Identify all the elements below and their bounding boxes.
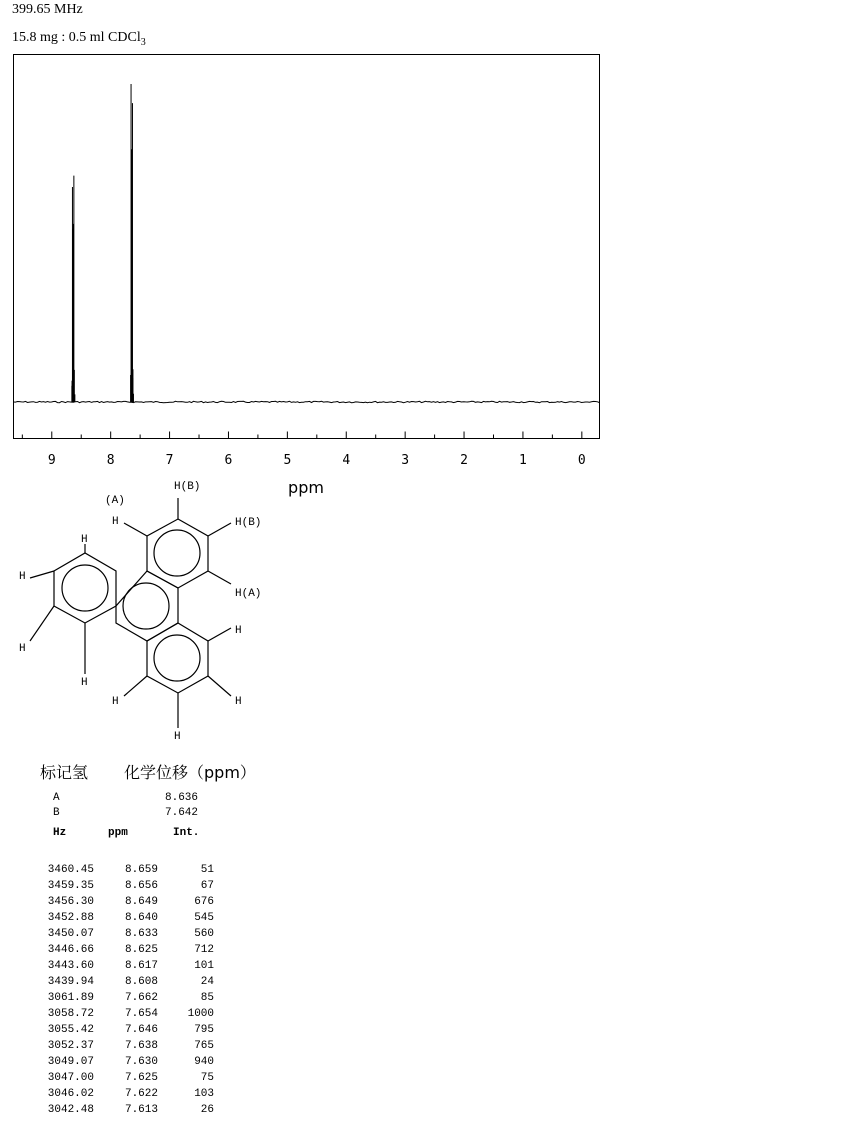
label-h: H: [235, 696, 242, 708]
peak-hz: 3058.72: [47, 1008, 94, 1020]
peak-ppm: 7.654: [124, 1008, 158, 1020]
peak-table-row: [38, 878, 228, 894]
peak-ppm: 8.640: [124, 912, 158, 924]
peak-table-row: [38, 910, 228, 926]
sample-text: 15.8 mg : 0.5 ml CDCl: [12, 30, 141, 45]
peak-hz: 3055.42: [47, 1024, 94, 1036]
peak-table-row: [38, 942, 228, 958]
peak-int: 51: [200, 864, 214, 876]
x-tick-label: 9: [47, 453, 56, 468]
sample-description: [12, 30, 146, 48]
x-tick-label: 3: [401, 453, 410, 468]
x-tick-label: 0: [577, 453, 586, 468]
peak-hz: 3446.66: [47, 944, 94, 956]
label-b-top: H(B): [174, 481, 201, 493]
x-tick-label: 7: [165, 453, 174, 468]
peak-int: 101: [194, 960, 214, 972]
x-tick-label: 2: [460, 453, 468, 468]
peak-ppm: 8.659: [124, 864, 158, 876]
peak-int: 676: [194, 896, 214, 908]
peak-hz: 3450.07: [47, 928, 94, 940]
peak-ppm: 7.630: [124, 1056, 158, 1068]
label-h: H: [81, 677, 88, 689]
peak-table: [38, 862, 228, 1118]
peak-hz: 3052.37: [47, 1040, 94, 1052]
peak-int: 24: [200, 976, 214, 988]
peak-ppm: 7.613: [124, 1104, 158, 1116]
spectrum-peaks: [72, 84, 134, 402]
label-b-right: H(B): [235, 517, 262, 529]
assignment-label: B: [53, 807, 60, 818]
x-tick-label: 4: [342, 453, 351, 468]
peak-hz: 3452.88: [47, 912, 94, 924]
peak-hz: 3042.48: [47, 1104, 94, 1116]
peak-hz: 3459.35: [47, 880, 94, 892]
peak-int: 795: [194, 1024, 214, 1036]
peak-int: 560: [194, 928, 214, 940]
x-tick-label: 5: [283, 453, 292, 468]
peak-hz: 3061.89: [47, 992, 94, 1004]
x-tick-label: 6: [224, 453, 233, 468]
x-tick-label: 1: [519, 453, 527, 468]
peak-ppm: 7.662: [124, 992, 158, 1004]
assignment-col-shift: 化学位移（ppm）: [124, 763, 256, 782]
assignment-row: [53, 792, 199, 805]
assignment-header: [40, 760, 256, 783]
label-h: H: [19, 571, 26, 583]
peak-table-row: [38, 1006, 228, 1022]
x-axis-label: ppm: [288, 478, 324, 497]
peak-int: 545: [194, 912, 214, 924]
label-h: H: [235, 625, 242, 637]
peak-hz: 3456.30: [47, 896, 94, 908]
phenanthrene-structure: [0, 478, 290, 748]
peak-col-hz: Hz: [53, 827, 67, 839]
peak-table-row: [38, 1054, 228, 1070]
label-a-right: H(A): [235, 588, 262, 600]
assignment-label: A: [53, 792, 60, 804]
peak-table-row: [38, 926, 228, 942]
peak-table-row: [38, 974, 228, 990]
plot-frame: [14, 55, 600, 439]
peak-ppm: 7.638: [124, 1040, 158, 1052]
peak-ppm: 8.608: [124, 976, 158, 988]
spectrum-baseline: [14, 401, 600, 402]
peak-int: 85: [200, 992, 214, 1004]
assignment-row: [53, 807, 199, 818]
assignment-list: [0, 792, 300, 818]
peak-ppm: 7.622: [124, 1088, 158, 1100]
peak-table-row: [38, 1086, 228, 1102]
peak-int: 1000: [187, 1008, 214, 1020]
peak-table-row: [38, 894, 228, 910]
peak-hz: 3460.45: [47, 864, 94, 876]
peak-ppm: 8.649: [124, 896, 158, 908]
peak-int: 26: [200, 1104, 214, 1116]
peak-table-row: [38, 1038, 228, 1054]
x-axis-tick-labels: [48, 453, 586, 468]
peak-table-row: [38, 1070, 228, 1086]
peak-int: 75: [200, 1072, 214, 1084]
peak-ppm: 7.646: [124, 1024, 158, 1036]
peak-hz: 3046.02: [47, 1088, 94, 1100]
peak-hz: 3439.94: [47, 976, 94, 988]
peak-ppm: 7.625: [124, 1072, 158, 1084]
molecule-bonds: [30, 498, 231, 728]
peak-ppm: 8.617: [124, 960, 158, 972]
peak-table-row: [38, 1102, 228, 1118]
peak-int: 940: [194, 1056, 214, 1068]
peak-table-row: [38, 990, 228, 1006]
nmr-spectrum-chart: [0, 50, 610, 500]
peak-table-row: [38, 1022, 228, 1038]
peak-table-row: [38, 958, 228, 974]
peak-table-row: [38, 862, 228, 878]
label-h: H: [81, 534, 88, 546]
label-a-top: (A): [105, 495, 125, 507]
peak-int: 67: [200, 880, 214, 892]
peak-ppm: 8.633: [124, 928, 158, 940]
assignment-col-label: 标记氢: [40, 763, 89, 782]
label-h: H: [19, 643, 26, 655]
peak-ppm: 8.656: [124, 880, 158, 892]
label-h: H: [174, 731, 181, 743]
peak-col-ppm: ppm: [108, 827, 128, 839]
label-h: H: [112, 516, 119, 528]
x-axis-ticks: [22, 432, 581, 439]
assignment-value: 8.636: [165, 792, 199, 804]
peak-hz: 3047.00: [47, 1072, 94, 1084]
assignment-value: 7.642: [165, 807, 199, 818]
spectrometer-frequency: 399.65 MHz: [12, 2, 83, 17]
peak-hz: 3443.60: [47, 960, 94, 972]
label-h: H: [112, 696, 119, 708]
peak-ppm: 8.625: [124, 944, 158, 956]
peak-hz: 3049.07: [47, 1056, 94, 1068]
x-tick-label: 8: [106, 453, 115, 468]
sample-subscript: 3: [140, 36, 146, 48]
peak-col-int: Int.: [173, 827, 200, 839]
peak-int: 765: [194, 1040, 214, 1052]
peak-int: 103: [194, 1088, 214, 1100]
peak-int: 712: [194, 944, 214, 956]
